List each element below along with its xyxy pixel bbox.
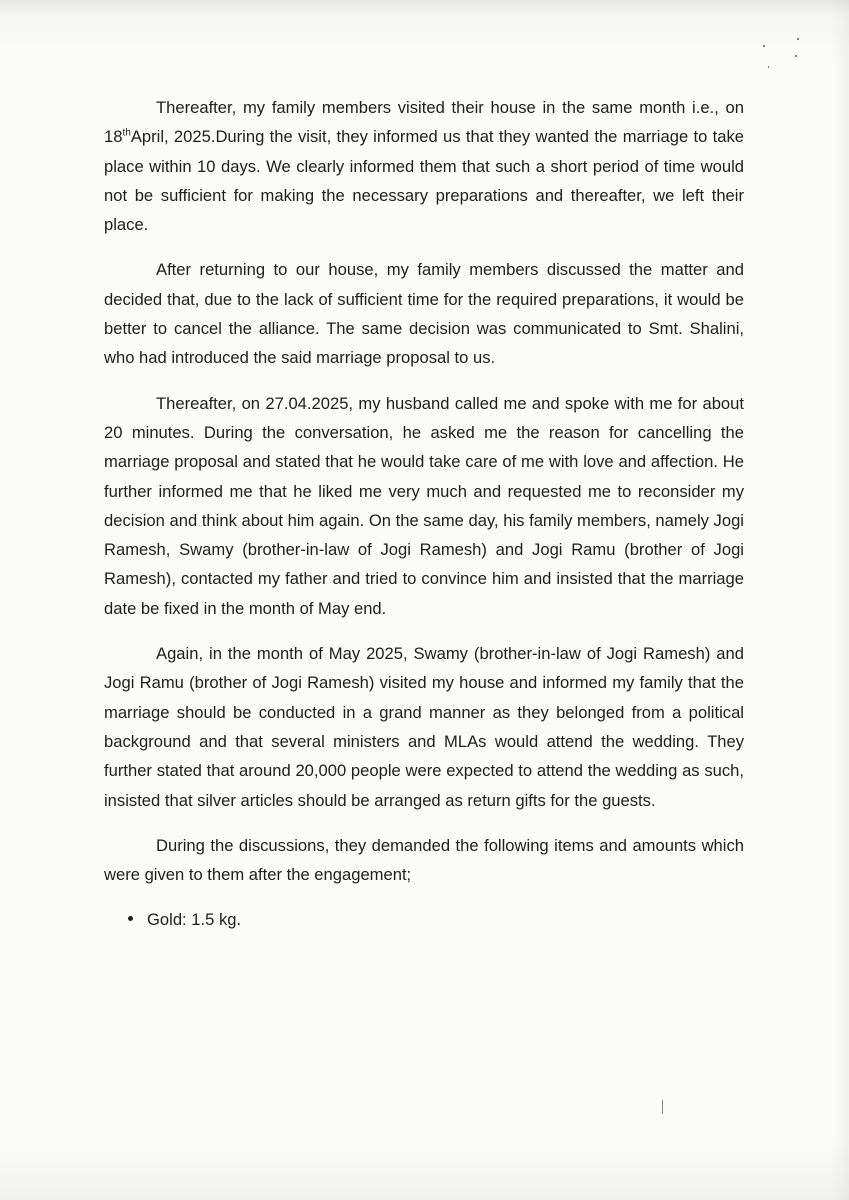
list-item-text: Gold: 1.5 kg. xyxy=(147,910,242,930)
paragraph-visit xyxy=(104,93,744,239)
paragraph-phone-call: Thereafter, on 27.04.2025, my husband called me and spoke with me for about 20 minutes. During the conversation, he asked me the reason for cancelling the marriage proposal and stated that he would take care of me with love and affection. He further informed me that he liked me very much and requested me to reconsider my decision and think about him again. On the same day, his family members, namely Jogi Ramesh, Swamy (brother-in-law of Jogi Ramesh) and Jogi Ramu (brother of Jogi Ramesh), contacted my father and tried to convince him and insisted that the marriage date be fixed in the month of May end. xyxy=(104,393,744,618)
paragraph-demands: During the discussions, they demanded the following items and amounts which were given to them after the engagement; xyxy=(104,835,744,885)
list-item xyxy=(104,905,744,934)
document-body xyxy=(104,93,744,935)
scan-speck xyxy=(797,38,799,40)
paragraph-cancel-alliance: After returning to our house, my family members discussed the matter and decided that, due to the lack of sufficient time for the required preparations, it would be better to cancel the alliance. The same decision was communicated to Smt. Shalini, who had introduced the said marriage proposal to us. xyxy=(104,260,744,368)
demand-list xyxy=(104,905,744,934)
scan-speck xyxy=(795,55,797,57)
paragraph-visit-text-a: Thereafter, my family members visited their house in the same month i.e., on 18 xyxy=(104,98,744,147)
scan-speck xyxy=(763,45,765,47)
paragraph-visit-text-b: April, 2025.During the visit, they informed us that they wanted the marriage to take place within 10 days. We clearly informed them that such a short period of time would not be sufficient for making the necessary preparations and thereafter, we left their place. xyxy=(104,127,744,235)
scan-shadow-right xyxy=(831,0,849,1200)
scan-speck xyxy=(768,66,769,68)
scan-shadow-top xyxy=(0,0,849,14)
bullet-icon xyxy=(128,916,133,921)
paragraph-grand-wedding: Again, in the month of May 2025, Swamy (brother-in-law of Jogi Ramesh) and Jogi Ramu (brother of Jogi Ramesh) visited my house and informed my family that the marriage should be conducted in a grand manner as they belonged from a political background and that several ministers and MLAs would attend the wedding. They further stated that around 20,000 people were expected to attend the wedding as such, insisted that silver articles should be arranged as return gifts for the guests. xyxy=(104,644,744,810)
ordinal-suffix: th xyxy=(122,127,131,139)
scan-stray-mark xyxy=(662,1100,663,1114)
